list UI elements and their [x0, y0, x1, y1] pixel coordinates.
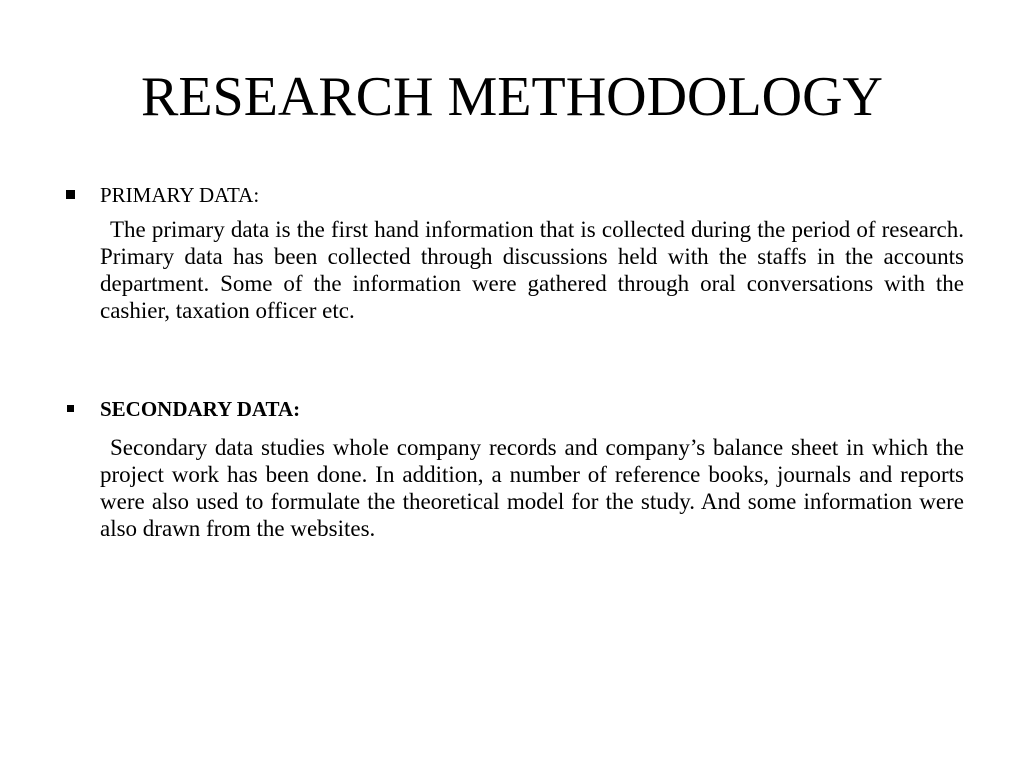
secondary-data-paragraph: Secondary data studies whole company records and company’s balance sheet in which the project work has been done. In addition, a number of reference books, journals and reports were also used to formulate the theoretical model for the study. And some information were also drawn from the websites.: [100, 435, 964, 541]
primary-data-heading: PRIMARY DATA:: [100, 183, 260, 207]
square-bullet-icon: [67, 405, 74, 412]
secondary-data-heading-row: [62, 394, 964, 424]
secondary-data-heading: SECONDARY DATA:: [100, 397, 301, 421]
slide-title: RESEARCH METHODOLOGY: [141, 66, 883, 128]
primary-data-paragraph: The primary data is the first hand information that is collected during the period of research. Primary data has been collected through discussions held with the staffs in the accounts department. Some of the information were gathered through oral conversations with the cashier, taxation officer etc.: [100, 217, 964, 323]
square-bullet-icon: [66, 190, 75, 199]
secondary-data-section: [62, 394, 964, 542]
primary-data-section: [62, 180, 964, 324]
primary-data-heading-row: [62, 180, 964, 210]
